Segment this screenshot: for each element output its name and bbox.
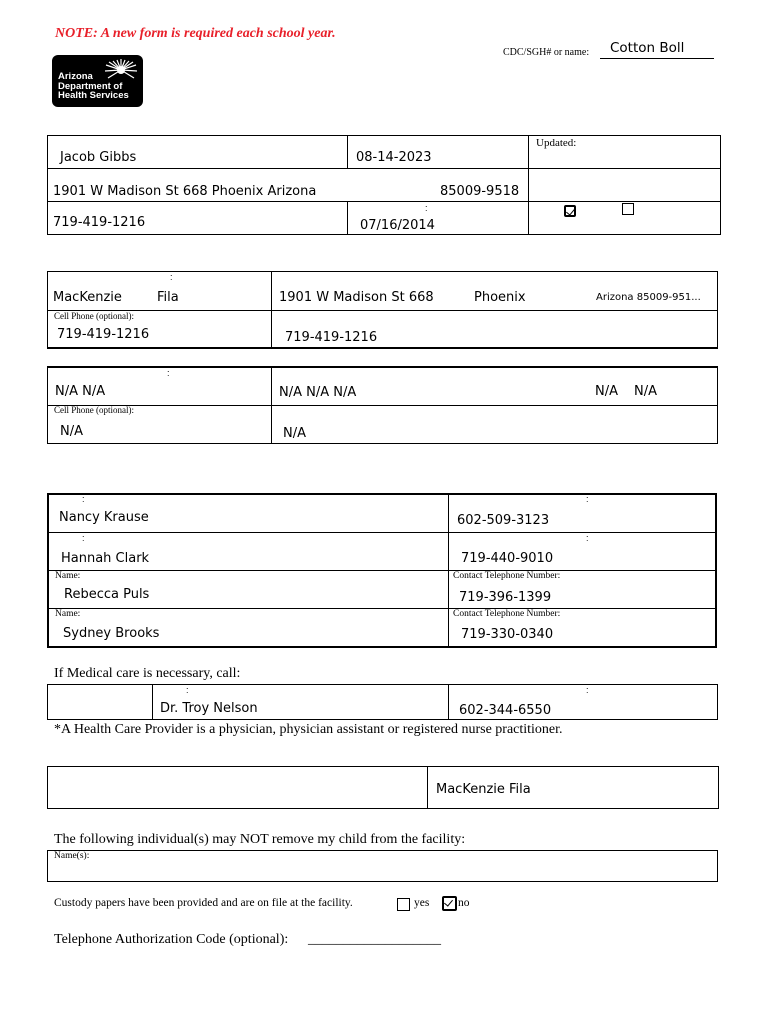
parent2-zip[interactable]: N/A [634,384,657,399]
custody-yes-checkbox[interactable] [397,898,410,911]
parent2-name[interactable]: N/A N/A [55,384,106,399]
parent1-phone-field[interactable]: 719-419-1216 [285,330,378,345]
logo-line-1: Arizona [58,71,93,82]
medical-heading: If Medical care is necessary, call: [54,666,241,681]
parent1-city[interactable]: Phoenix [474,290,526,305]
medical-box [47,684,718,720]
child-checkbox-1[interactable] [564,205,576,217]
custody-text: Custody papers have been provided and are on file at the facility. [54,897,353,909]
child-dob-field[interactable]: 07/16/2014 [360,218,435,233]
custody-no-checkbox[interactable] [442,896,457,911]
cdc-underline [600,58,714,59]
emergency-contact-phone[interactable]: 719-330-0340 [461,627,554,642]
contact-phone-label: Contact Telephone Number: [453,609,561,619]
name-label: Name: [55,609,81,619]
parent1-last-name[interactable]: Fila [157,290,179,305]
adhs-logo [52,55,143,107]
provider-footnote: *A Health Care Provider is a physician, physician assistant or registered nurse practitioner. [54,722,563,737]
child-address-field[interactable]: 1901 W Madison St 668 Phoenix Arizona [53,184,317,199]
emergency-contact-phone[interactable]: 602-509-3123 [457,513,550,528]
custody-yes-label: yes [414,897,430,909]
name-label: Name: [55,571,81,581]
updated-label: Updated: [536,137,577,149]
parent1-cell-label: Cell Phone (optional): [54,311,134,321]
emergency-contact-phone[interactable]: 719-440-9010 [461,551,554,566]
parent1-cell-field[interactable]: 719-419-1216 [57,327,150,342]
restricted-names-box[interactable] [47,850,718,882]
form-date-field[interactable]: 08-14-2023 [356,150,432,165]
logo-line-2: Department of [58,80,123,92]
auth-code-label: Telephone Authorization Code (optional): [54,932,289,947]
restricted-heading: The following individual(s) may NOT remove my child from the facility: [54,832,466,847]
signature-name-field[interactable]: MacKenzie Fila [436,782,531,797]
parent1-state-zip[interactable]: Arizona 85009-951... [596,292,701,303]
cdc-field[interactable]: Cotton Boll [610,40,685,56]
custody-no-label: no [458,897,470,909]
names-label: Name(s): [54,851,90,861]
parent2-cell-label: Cell Phone (optional): [54,405,134,415]
provider-name-field[interactable]: Dr. Troy Nelson [160,701,258,716]
logo-line-3: Health Services [58,90,129,101]
child-checkbox-2[interactable] [622,203,634,215]
parent1-street[interactable]: 1901 W Madison St 668 [279,290,434,305]
emergency-contact-name[interactable]: Rebecca Puls [64,587,150,602]
parent2-phone-field[interactable]: N/A [283,426,306,441]
parent1-first-name[interactable]: MacKenzie [53,290,122,305]
provider-phone-field[interactable]: 602-344-6550 [459,703,552,718]
emergency-contact-phone[interactable]: 719-396-1399 [459,590,552,605]
cdc-label: CDC/SGH# or name: [503,47,590,58]
child-phone-field[interactable]: 719-419-1216 [53,215,146,230]
form-note: NOTE: A new form is required each school year. [55,26,336,41]
emergency-contact-name[interactable]: Hannah Clark [61,551,150,566]
contact-phone-label: Contact Telephone Number: [453,571,561,581]
parent2-state[interactable]: N/A [595,384,618,399]
parent2-address[interactable]: N/A N/A N/A [279,385,357,400]
emergency-contact-name[interactable]: Sydney Brooks [63,626,160,641]
auth-code-field[interactable]: ___________________ [308,932,441,947]
parent2-cell-field[interactable]: N/A [60,424,83,439]
child-name-field[interactable]: Jacob Gibbs [60,150,137,165]
child-zip-field[interactable]: 85009-9518 [440,184,520,199]
emergency-contact-name[interactable]: Nancy Krause [59,510,149,525]
signature-box [47,766,719,809]
